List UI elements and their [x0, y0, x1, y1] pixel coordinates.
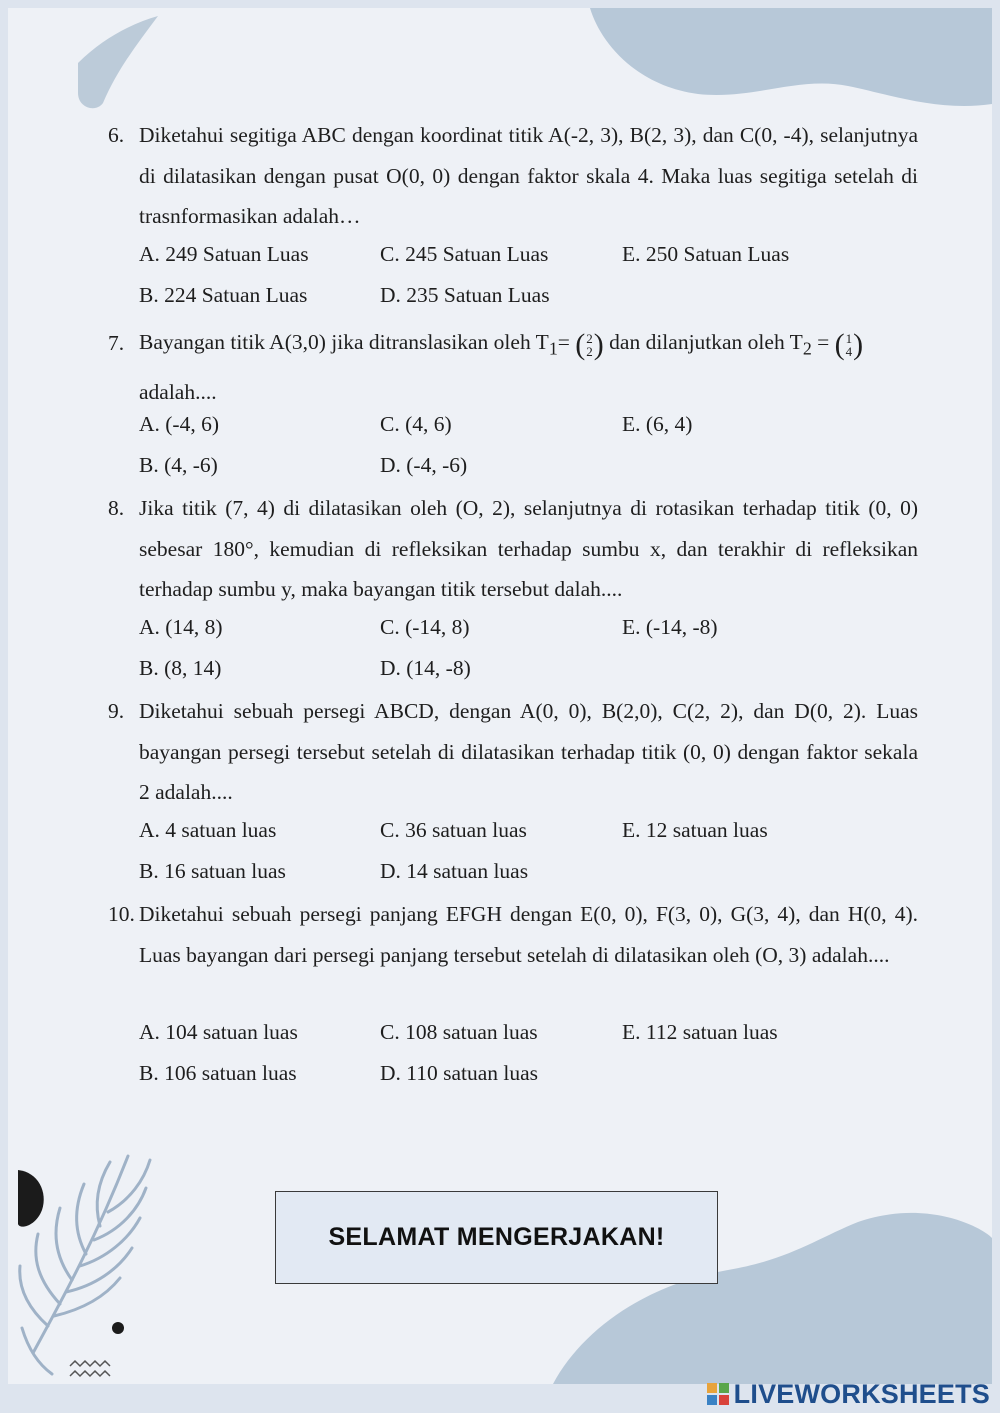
t2-vector-top: 1 [845, 331, 853, 347]
option-c[interactable]: C. (4, 6) [380, 412, 452, 436]
option-b[interactable]: B. (4, -6) [139, 453, 218, 477]
question-number: 9. [108, 699, 125, 723]
question-number: 6. [108, 123, 125, 147]
question-text: Diketahui sebuah persegi ABCD, dengan A(0, 0), B(2,0), C(2, 2), dan D(0, 2). Luas bayangan persegi tersebut setelah di dilatasikan terhadap titik (0, 0) dengan faktor sekala 2 adalah.... [139, 699, 918, 804]
option-b[interactable]: B. (8, 14) [139, 656, 222, 680]
question-text: Diketahui sebuah persegi panjang EFGH dengan E(0, 0), F(3, 0), G(3, 4), dan H(0, 4). Luas bayangan dari persegi panjang tersebut setelah di dilatasikan oleh (O, 3) adalah.... [139, 902, 918, 967]
option-d[interactable]: D. (-4, -6) [380, 453, 468, 477]
option-c[interactable]: C. 36 satuan luas [380, 818, 527, 842]
question-9 [108, 691, 918, 813]
option-a[interactable]: A. 4 satuan luas [139, 818, 277, 842]
option-a[interactable]: A. 104 satuan luas [139, 1020, 298, 1044]
liveworksheets-logo-icon [706, 1382, 730, 1406]
option-e[interactable]: E. 12 satuan luas [622, 818, 768, 842]
t2-subscript: 2 [802, 338, 812, 359]
option-b[interactable]: B. 16 satuan luas [139, 859, 286, 883]
option-a[interactable]: A. (14, 8) [139, 615, 223, 639]
question-10 [108, 894, 918, 975]
t1-vector-top: 2 [586, 331, 593, 347]
question-7 [108, 323, 918, 411]
option-d[interactable]: D. 14 satuan luas [380, 859, 529, 883]
question-8 [108, 488, 918, 610]
t1-equals: = [557, 330, 570, 354]
question-number: 8. [108, 496, 125, 520]
question-number: 7. [108, 331, 125, 355]
option-c[interactable]: C. 108 satuan luas [380, 1020, 538, 1044]
option-c[interactable]: C. 245 Satuan Luas [380, 242, 549, 266]
worksheet-content [8, 8, 992, 1384]
closing-message-box [275, 1191, 718, 1284]
t1-vector: ( 2 2 ) [575, 328, 604, 362]
t2-vector: ( 1 4 ) [834, 328, 864, 362]
question-text-part-2: dan dilanjutkan oleh T [609, 330, 803, 354]
question-text-part-3: adalah.... [139, 380, 217, 405]
t1-vector-bottom: 2 [586, 344, 593, 360]
option-d[interactable]: D. 110 satuan luas [380, 1061, 539, 1085]
closing-message: SELAMAT MENGERJAKAN! [328, 1223, 665, 1251]
option-b[interactable]: B. 224 Satuan Luas [139, 283, 308, 307]
option-e[interactable]: E. (-14, -8) [622, 615, 718, 639]
question-text-part-1: Bayangan titik A(3,0) jika ditranslasikan oleh T [139, 330, 549, 354]
question-text: Jika titik (7, 4) di dilatasikan oleh (O, 2), selanjutnya di rotasikan terhadap titik (0, 0) sebesar 180°, kemudian di refleksikan terhadap sumbu x, dan terakhir di refleksikan terhadap sumbu y, maka bayangan titik tersebut dalah.... [139, 496, 918, 601]
option-d[interactable]: D. (14, -8) [380, 656, 471, 680]
option-b[interactable]: B. 106 satuan luas [139, 1061, 297, 1085]
t2-vector-bottom: 4 [845, 344, 853, 360]
question-text: Diketahui segitiga ABC dengan koordinat titik A(-2, 3), B(2, 3), dan C(0, -4), selanjutnya di dilatasikan dengan pusat O(0, 0) dengan faktor skala 4. Maka luas segitiga setelah di trasnformasikan adalah… [139, 123, 918, 228]
option-e[interactable]: E. 250 Satuan Luas [622, 242, 790, 266]
option-c[interactable]: C. (-14, 8) [380, 615, 470, 639]
question-text [139, 323, 918, 411]
t2-equals: = [817, 330, 830, 354]
option-a[interactable]: A. (-4, 6) [139, 412, 220, 436]
option-e[interactable]: E. 112 satuan luas [622, 1020, 778, 1044]
question-number: 10. [108, 902, 135, 926]
worksheet-page [8, 8, 992, 1384]
option-a[interactable]: A. 249 Satuan Luas [139, 242, 309, 266]
question-6 [108, 115, 918, 237]
option-d[interactable]: D. 235 Satuan Luas [380, 283, 550, 307]
t1-subscript: 1 [548, 338, 558, 359]
liveworksheets-brand[interactable] [706, 1378, 990, 1410]
brand-name: LIVEWORKSHEETS [733, 1378, 990, 1409]
option-e[interactable]: E. (6, 4) [622, 412, 693, 436]
